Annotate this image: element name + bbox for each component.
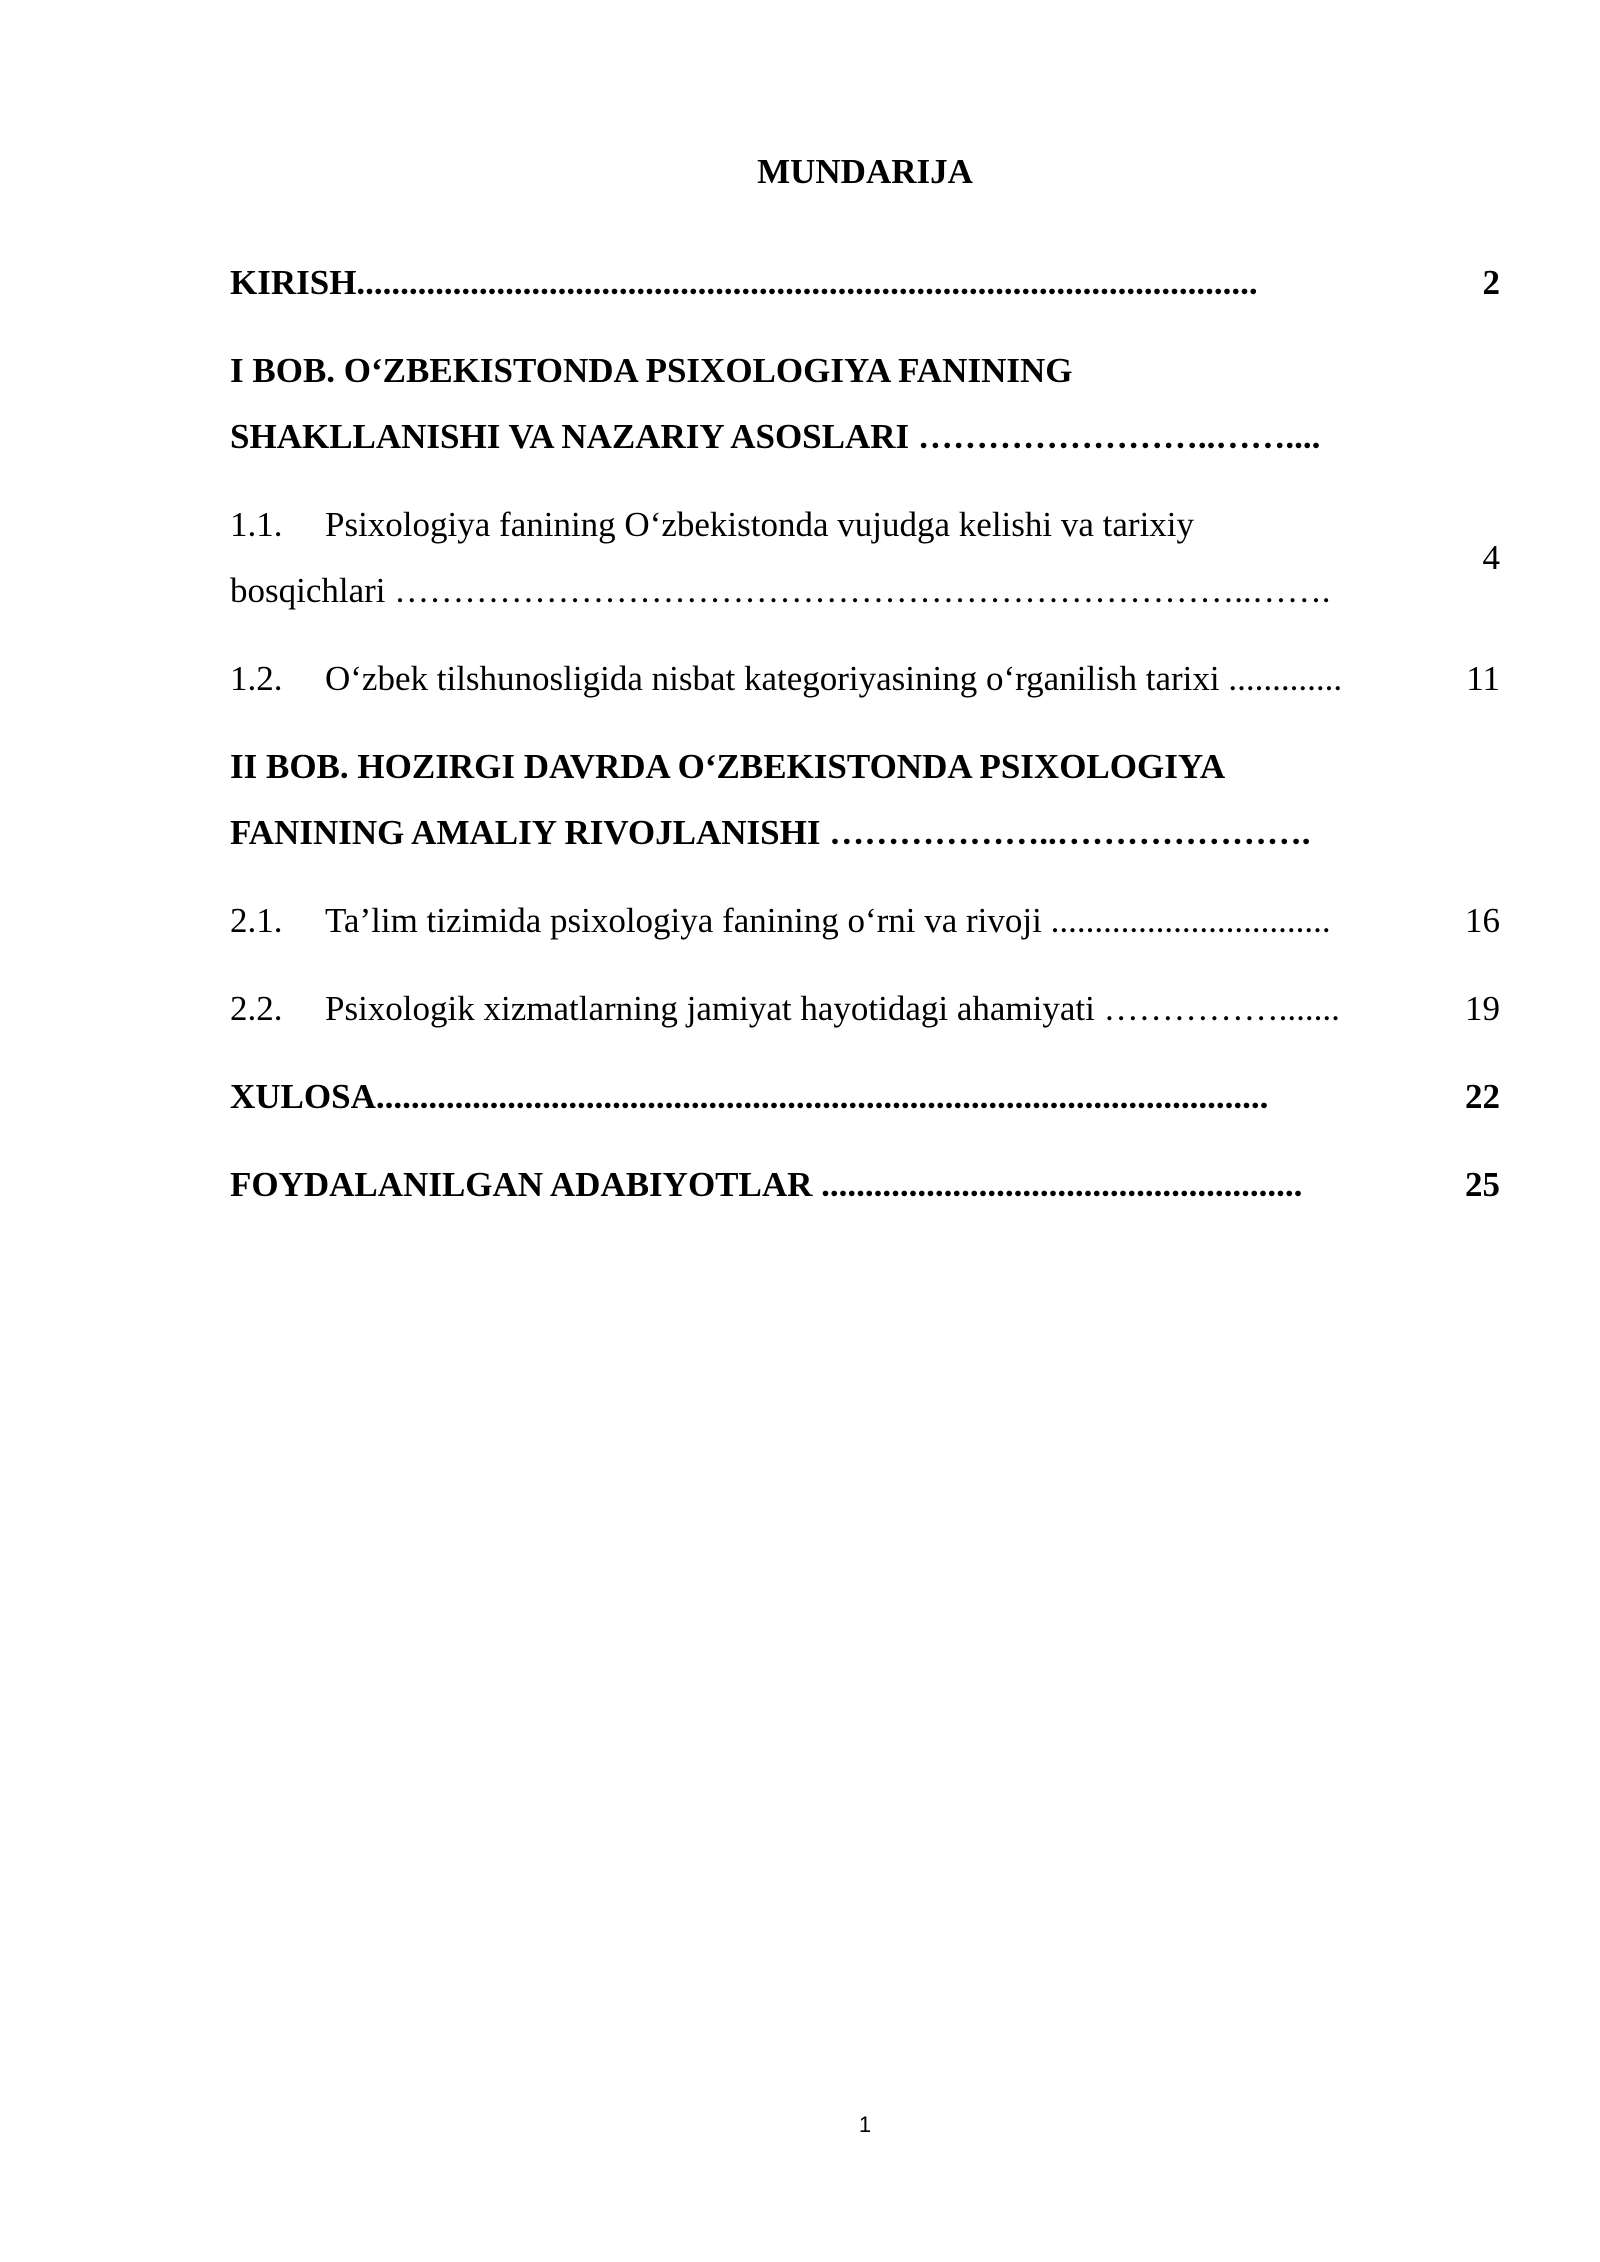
- toc-entry-label-line2: FANINING AMALIY RIVOJLANISHI ………………..………………….: [230, 813, 1311, 852]
- toc-entry-label: O‘zbek tilshunosligida nisbat kategoriyasining o‘rganilish tarixi .............: [325, 659, 1343, 698]
- toc-entry-number: 2.2.: [230, 989, 283, 1028]
- toc-entry-number: 2.1.: [230, 901, 283, 940]
- toc-entry-label-line1: I BOB. O‘ZBEKISTONDA PSIXOLOGIYA FANINING: [230, 351, 1073, 390]
- toc-entry-label: Ta’lim tizimida psixologiya fanining o‘rni va rivoji ................................: [325, 901, 1331, 940]
- toc-entry-label: KIRISH.......................................................................................................: [230, 263, 1258, 302]
- toc-page-number: 2: [1482, 263, 1500, 302]
- toc-entry-label: Psixologik xizmatlarning jamiyat hayotidagi ahamiyati …………….......: [325, 989, 1340, 1028]
- toc-entry-xulosa: [230, 1064, 1500, 1130]
- toc-page-number: 16: [1465, 901, 1500, 940]
- page-number-footer: 1: [858, 2112, 872, 2137]
- toc-entry-2-2: [230, 976, 1500, 1042]
- table-of-contents: [230, 250, 1500, 1218]
- toc-entry-2-1: [230, 888, 1500, 954]
- toc-entry-label-line1: II BOB. HOZIRGI DAVRDA O‘ZBEKISTONDA PSIXOLOGIYA: [230, 747, 1226, 786]
- toc-entry-1-1: [230, 492, 1500, 624]
- toc-entry-label-line2: SHAKLLANISHI VA NAZARIY ASOSLARI ……………………..……....: [230, 417, 1321, 456]
- toc-page-number: 11: [1466, 659, 1500, 698]
- toc-entry-1-2: [230, 646, 1500, 712]
- toc-page-number: 4: [1482, 538, 1500, 577]
- toc-page-number: 22: [1465, 1077, 1500, 1116]
- toc-entry-label-line1: Psixologiya fanining O‘zbekistonda vujudga kelishi va tarixiy: [325, 505, 1195, 544]
- toc-entry-label: FOYDALANILGAN ADABIYOTLAR .......................................................: [230, 1165, 1303, 1204]
- toc-entry-label-line2: bosqichlari ………………………………………………………………..…….: [230, 571, 1331, 610]
- toc-entry-adabiyotlar: [230, 1152, 1500, 1218]
- toc-page-number: 19: [1465, 989, 1500, 1028]
- page-title: MUNDARIJA: [757, 152, 973, 191]
- toc-page-number: 25: [1465, 1165, 1500, 1204]
- toc-entry-chapter-1: [230, 338, 1500, 470]
- toc-entry-chapter-2: [230, 734, 1500, 866]
- toc-entry-kirish: [230, 250, 1500, 316]
- toc-entry-number: 1.2.: [230, 659, 283, 698]
- toc-entry-label: XULOSA......................................................................................................: [230, 1077, 1269, 1116]
- toc-entry-number: 1.1.: [230, 505, 283, 544]
